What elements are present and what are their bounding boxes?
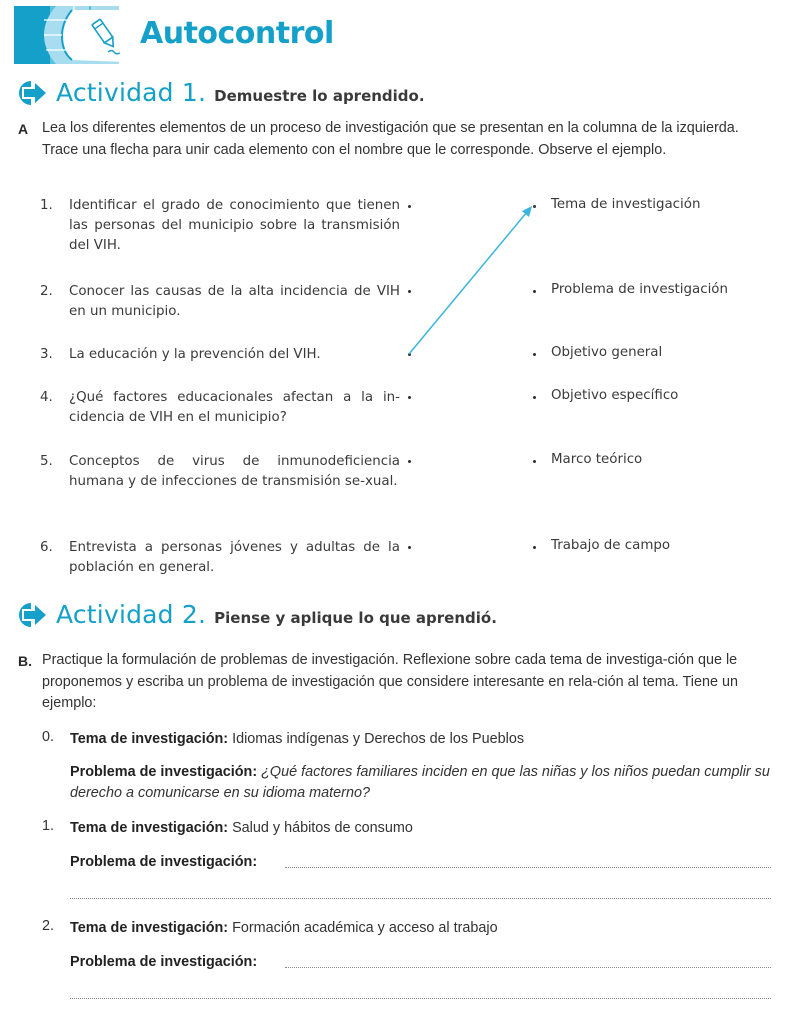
b-item-0-problema bbox=[70, 762, 770, 804]
page-title: Autocontrol bbox=[140, 16, 334, 51]
right-item-tema: Tema de investigación bbox=[551, 197, 701, 212]
item-number: 6. bbox=[40, 540, 53, 555]
tema-label: Tema de investigación: bbox=[70, 731, 229, 747]
example-arrow-head bbox=[522, 206, 532, 217]
arrow-right-circle-icon bbox=[18, 602, 48, 628]
section-letter-a: A bbox=[18, 121, 29, 137]
item-number: 2. bbox=[40, 284, 53, 299]
b-item-1-tema bbox=[70, 818, 770, 839]
item-number: 5. bbox=[40, 454, 53, 469]
left-anchor-dot-4[interactable] bbox=[408, 396, 411, 399]
item-text: Entrevista a personas jóvenes y adultas de la población en general. bbox=[69, 540, 400, 575]
item-number: 4. bbox=[40, 390, 53, 405]
page-header bbox=[14, 6, 414, 66]
problema-label: Problema de investigación: bbox=[70, 764, 258, 780]
problema-label: Problema de investigación: bbox=[70, 954, 258, 970]
b-item-1-answer-line-2[interactable] bbox=[70, 898, 771, 899]
tema-label: Tema de investigación: bbox=[70, 920, 229, 936]
problema-label: Problema de investigación: bbox=[70, 854, 258, 870]
item-text: Identificar el grado de conocimiento que tienen las personas del municipio sobre la transmisión del VIH. bbox=[69, 198, 400, 253]
activity-2-heading bbox=[18, 600, 497, 629]
left-item-5 bbox=[40, 452, 400, 492]
item-number: 3. bbox=[40, 347, 53, 362]
b-item-2-answer-line-2[interactable] bbox=[70, 998, 771, 999]
b-item-0-tema bbox=[70, 729, 770, 750]
right-anchor-dot-3[interactable] bbox=[533, 353, 536, 356]
right-item-marco-teorico: Marco teórico bbox=[551, 452, 643, 467]
right-anchor-dot-6[interactable] bbox=[533, 546, 536, 549]
left-item-1 bbox=[40, 196, 400, 256]
right-item-objetivo-general: Objetivo general bbox=[551, 345, 663, 360]
right-anchor-dot-5[interactable] bbox=[533, 460, 536, 463]
left-anchor-dot-1[interactable] bbox=[408, 205, 411, 208]
item-text: ¿Qué factores educacionales afectan a la in-cidencia de VIH en el municipio? bbox=[69, 390, 400, 425]
b-item-1-number: 1. bbox=[42, 818, 55, 834]
left-item-6 bbox=[40, 538, 400, 578]
section-letter-b: B. bbox=[18, 653, 32, 669]
b-item-2-tema bbox=[70, 918, 770, 939]
b-item-0-number: 0. bbox=[42, 729, 55, 745]
tema-label: Tema de investigación: bbox=[70, 820, 229, 836]
globe-pencil-icon bbox=[14, 6, 134, 64]
right-anchor-dot-1[interactable] bbox=[533, 205, 536, 208]
left-item-4 bbox=[40, 388, 400, 428]
left-anchor-dot-5[interactable] bbox=[408, 460, 411, 463]
left-item-2 bbox=[40, 282, 400, 322]
right-anchor-dot-4[interactable] bbox=[533, 396, 536, 399]
activity-1-title: Actividad 1. bbox=[56, 78, 207, 107]
b-item-2-number: 2. bbox=[42, 918, 55, 934]
item-text: Conocer las causas de la alta incidencia de VIH en un municipio. bbox=[69, 284, 400, 319]
item-text: Conceptos de virus de inmunodeficiencia humana y de infecciones de transmisión se-xual. bbox=[69, 454, 400, 489]
b-item-1-problema bbox=[70, 852, 257, 873]
activity-2-instructions: Practique la formulación de problemas de investigación. Reflexione sobre cada tema de investiga-ción que le proponemos y escriba un problema de investigación que considere interesante en rela-ción al tema. Tiene un ejemplo: bbox=[42, 652, 738, 711]
activity-2-title: Actividad 2. bbox=[56, 600, 207, 629]
item-text: La educación y la prevención del VIH. bbox=[69, 347, 321, 362]
arrow-right-circle-icon bbox=[18, 80, 48, 106]
activity-2-subtitle: Piense y aplique lo que aprendió. bbox=[214, 609, 497, 627]
activity-1-heading bbox=[18, 78, 425, 107]
tema-value: Salud y hábitos de consumo bbox=[232, 820, 413, 836]
tema-value: Formación académica y acceso al trabajo bbox=[232, 920, 498, 936]
activity-1-instructions: Lea los diferentes elementos de un proceso de investigación que se presentan en la columna de la izquierda. Trace una flecha para unir cada elemento con el nombre que le corresponde. Observe el ejemplo. bbox=[42, 120, 739, 158]
right-item-objetivo-especifico: Objetivo específico bbox=[551, 388, 679, 403]
right-item-trabajo-campo: Trabajo de campo bbox=[551, 538, 671, 553]
example-arrow-line bbox=[409, 212, 527, 354]
item-number: 1. bbox=[40, 198, 53, 213]
tema-value: Idiomas indígenas y Derechos de los Pueblos bbox=[232, 731, 525, 747]
right-anchor-dot-2[interactable] bbox=[533, 290, 536, 293]
b-item-2-problema bbox=[70, 952, 257, 973]
right-item-problema: Problema de investigación bbox=[551, 282, 728, 297]
b-item-1-answer-line-1[interactable] bbox=[285, 867, 771, 868]
activity-1-subtitle: Demuestre lo aprendido. bbox=[214, 87, 425, 105]
b-item-2-answer-line-1[interactable] bbox=[285, 967, 771, 968]
left-item-3 bbox=[40, 345, 400, 365]
left-anchor-dot-2[interactable] bbox=[408, 290, 411, 293]
left-anchor-dot-6[interactable] bbox=[408, 546, 411, 549]
problema-value: ¿Qué factores familiares inciden en que las niñas y los niños puedan cumplir su derecho a comunicarse en su idioma materno? bbox=[70, 764, 770, 801]
left-anchor-dot-3[interactable] bbox=[408, 353, 411, 356]
